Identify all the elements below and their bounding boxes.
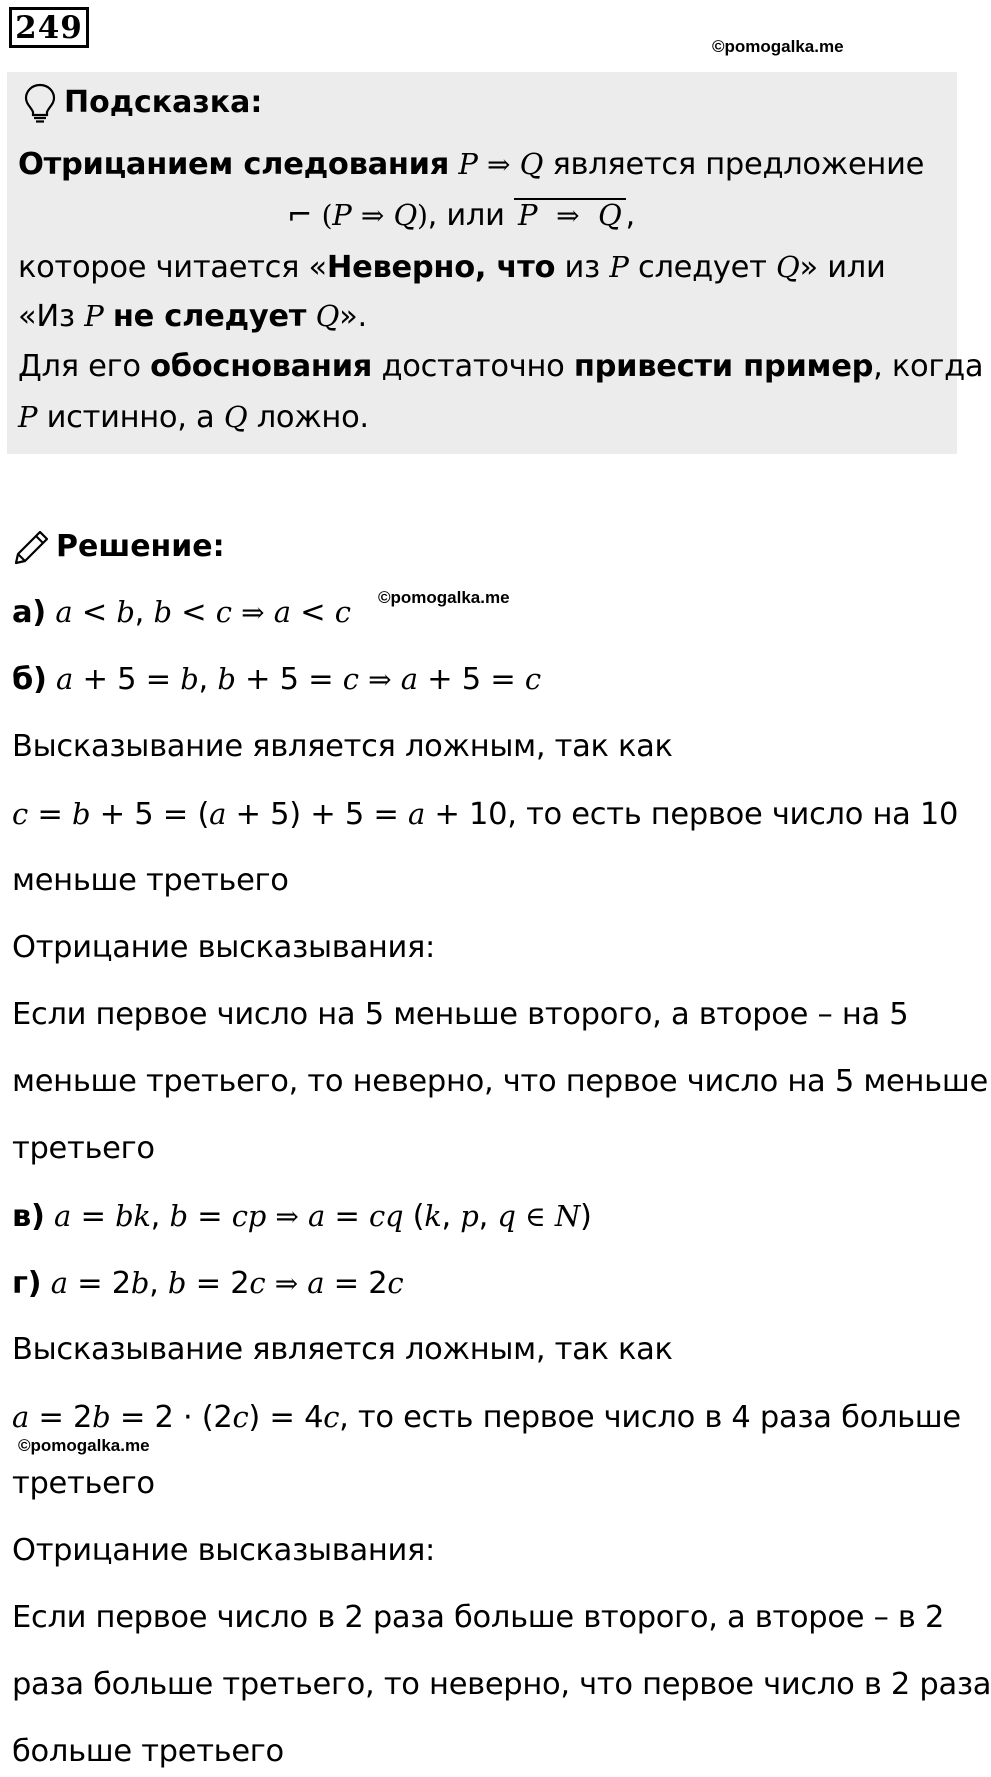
hint-line-5: Для его обоснования достаточно привести пример, когда bbox=[18, 349, 984, 384]
item-b: б) a + 5 = b, b + 5 = c ⇒ a + 5 = c bbox=[12, 662, 541, 697]
item-b-negation-2: меньше третьего, то неверно, что первое число на 5 меньше bbox=[12, 1064, 988, 1099]
item-g-negation-title: Отрицание высказывания: bbox=[12, 1533, 436, 1568]
hint-line-4: «Из P не следует Q». bbox=[18, 299, 367, 334]
item-g-negation-2: раза больше третьего, то неверно, что первое число в 2 раза bbox=[12, 1667, 991, 1702]
item-g-calculation-cont: третьего bbox=[12, 1466, 155, 1501]
hint-title: Подсказка: bbox=[64, 85, 263, 120]
item-b-negation-3: третьего bbox=[12, 1131, 155, 1166]
watermark: ©pomogalka.me bbox=[378, 588, 510, 607]
item-a: а) a < b, b < c ⇒ a < c bbox=[12, 595, 351, 630]
item-g-negation-1: Если первое число в 2 раза больше второго, а второе – в 2 bbox=[12, 1600, 945, 1635]
item-g-negation-3: больше третьего bbox=[12, 1734, 284, 1769]
item-b-negation-1: Если первое число на 5 меньше второго, а второе – на 5 bbox=[12, 997, 909, 1032]
item-b-explanation: Высказывание является ложным, так как bbox=[12, 729, 673, 764]
watermark: ©pomogalka.me bbox=[712, 37, 844, 56]
lightbulb-icon bbox=[21, 82, 59, 124]
hint-line-3: которое читается «Неверно, что из P следует Q» или bbox=[18, 250, 886, 285]
negation-overline: P ⇒ Q bbox=[514, 198, 625, 231]
pencil-icon bbox=[10, 524, 54, 568]
watermark: ©pomogalka.me bbox=[18, 1436, 150, 1455]
item-b-negation-title: Отрицание высказывания: bbox=[12, 930, 436, 965]
problem-number: 249 bbox=[9, 7, 89, 48]
solution-title: Решение: bbox=[56, 529, 225, 564]
item-v: в) a = bk, b = cp ⇒ a = cq (k, p, q ∈ N) bbox=[12, 1199, 592, 1234]
item-g-explanation: Высказывание является ложным, так как bbox=[12, 1332, 673, 1367]
item-g-calculation: a = 2b = 2 · (2c) = 4c, то есть первое число в 4 раза больше bbox=[12, 1400, 961, 1435]
hint-line-2: ⌐ (P ⇒ Q), или P ⇒ Q , bbox=[287, 198, 635, 233]
item-g: г) a = 2b, b = 2c ⇒ a = 2c bbox=[12, 1266, 404, 1301]
item-b-calculation: c = b + 5 = (a + 5) + 5 = a + 10, то есть первое число на 10 bbox=[12, 797, 959, 832]
hint-box bbox=[7, 72, 984, 454]
hint-line-1: Отрицанием следования P ⇒ Q является предложение bbox=[18, 147, 925, 182]
hint-line-6: P истинно, а Q ложно. bbox=[18, 400, 369, 435]
item-b-calculation-cont: меньше третьего bbox=[12, 863, 289, 898]
